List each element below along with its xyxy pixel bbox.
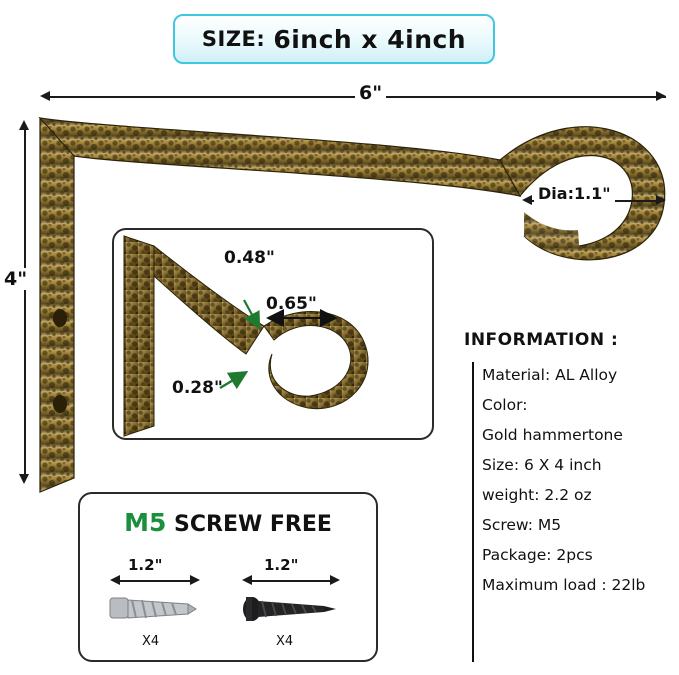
screw-kit-title-rest: SCREW FREE [174, 512, 332, 537]
detail-inset [112, 228, 434, 440]
width-dimension-label: 6" [355, 82, 386, 104]
info-item-screw: Screw: M5 [482, 516, 562, 534]
anchor-length-label: 1.2" [128, 556, 163, 574]
detail-measure-b: 0.65" [266, 294, 317, 314]
height-dimension-label: 4" [0, 268, 31, 290]
size-banner-label: SIZE: [201, 27, 266, 51]
screw-kit-title-m5: M5 [124, 508, 167, 537]
info-item-material: Material: AL Alloy [482, 366, 618, 384]
information-list [464, 360, 674, 600]
hardware-illustration [80, 494, 378, 662]
size-banner-value: 6inch x 4inch [273, 24, 467, 54]
information-title: INFORMATION : [464, 330, 619, 350]
screw-quantity-label: X4 [276, 634, 294, 649]
wall-anchor-icon [110, 598, 196, 618]
info-item-color-label: Color: [482, 396, 528, 414]
info-item-color-value: Gold hammertone [482, 426, 623, 444]
size-banner [173, 14, 495, 64]
information-panel [464, 330, 674, 600]
detail-measure-a: 0.48" [224, 248, 275, 268]
screw-kit-box [78, 492, 378, 662]
info-item-max-load: Maximum load : 22lb [482, 576, 646, 594]
info-item-package: Package: 2pcs [482, 546, 593, 564]
screw-length-label: 1.2" [264, 556, 299, 574]
anchor-quantity-label: X4 [142, 634, 160, 649]
info-item-weight: weight: 2.2 oz [482, 486, 592, 504]
info-item-size: Size: 6 X 4 inch [482, 456, 602, 474]
detail-measure-c: 0.28" [172, 378, 223, 398]
screw-icon [243, 597, 336, 621]
diameter-label: Dia:1.1" [534, 184, 615, 203]
